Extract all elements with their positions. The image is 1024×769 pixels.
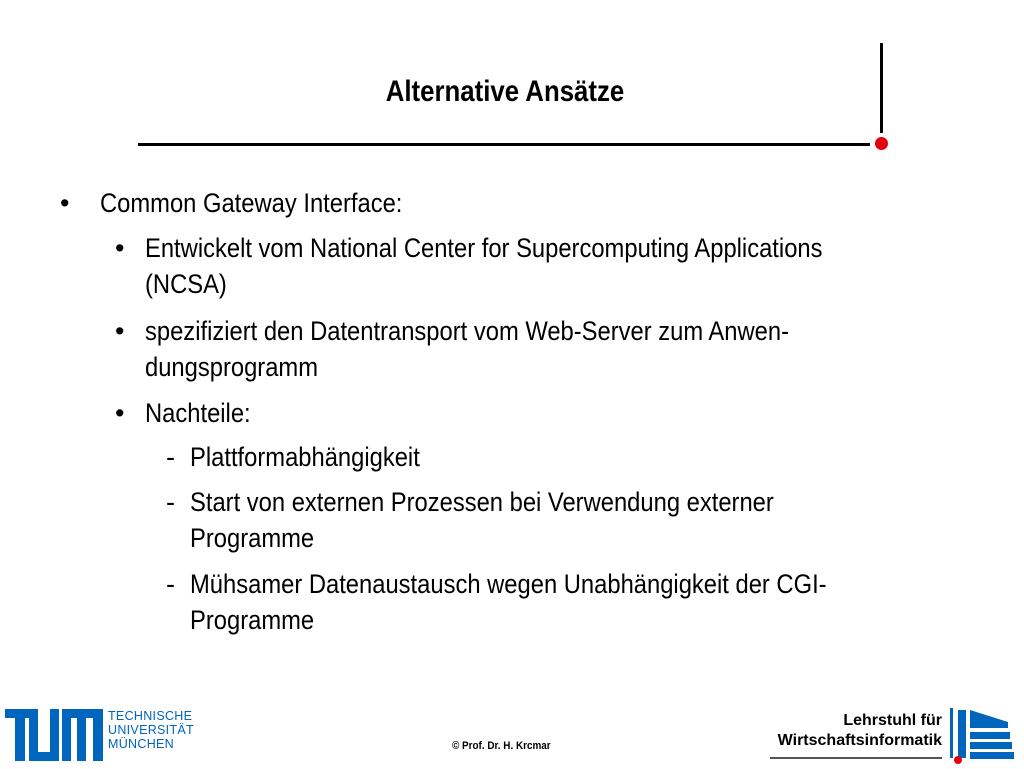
tum-line2: UNIVERSITÄT	[108, 723, 194, 737]
tum-line3: MÜNCHEN	[108, 737, 174, 751]
slide-title: Alternative Ansätze	[385, 75, 625, 108]
bullet-entwickelt-line2: (NCSA)	[145, 269, 227, 299]
bullet-spezifiziert-line2: dungsprogramm	[145, 352, 319, 382]
bullet-icon: •	[60, 188, 70, 218]
chair-logo-icon	[950, 708, 1018, 769]
tum-logo-icon	[5, 709, 103, 766]
chair-line1: Lehrstuhl für	[843, 712, 942, 729]
bullet-entwickelt-line1: Entwickelt vom National Center for Supercomputing Applications	[145, 233, 823, 263]
copyright-text: © Prof. Dr. H. Krcmar	[452, 740, 551, 752]
dash-icon: -	[166, 442, 175, 472]
bullet-icon: •	[115, 398, 125, 428]
chair-underline	[770, 757, 942, 759]
dash-icon: -	[166, 569, 175, 599]
tum-wordmark	[108, 709, 194, 751]
bullet-start-line2: Programme	[190, 523, 315, 553]
bullet-plattform: Plattformabhängigkeit	[190, 442, 420, 472]
bullet-start-line1: Start von externen Prozessen bei Verwendung externer	[190, 487, 774, 517]
bullet-nachteile: Nachteile:	[145, 398, 251, 428]
bullet-muehsam-line2: Programme	[190, 605, 315, 635]
tum-line1: TECHNISCHE	[108, 709, 193, 723]
bullet-cgi: Common Gateway Interface:	[100, 188, 403, 218]
bullet-muehsam-line1: Mühsamer Datenaustausch wegen Unabhängigkeit der CGI-	[190, 569, 827, 599]
chair-line2: Wirtschaftsinformatik	[777, 732, 942, 749]
chair-name	[770, 711, 942, 751]
bullet-icon: •	[115, 316, 125, 346]
bullet-icon: •	[115, 233, 125, 263]
dash-icon: -	[166, 487, 175, 517]
bullet-spezifiziert-line1: spezifiziert den Datentransport vom Web-Server zum Anwen-	[145, 316, 789, 346]
